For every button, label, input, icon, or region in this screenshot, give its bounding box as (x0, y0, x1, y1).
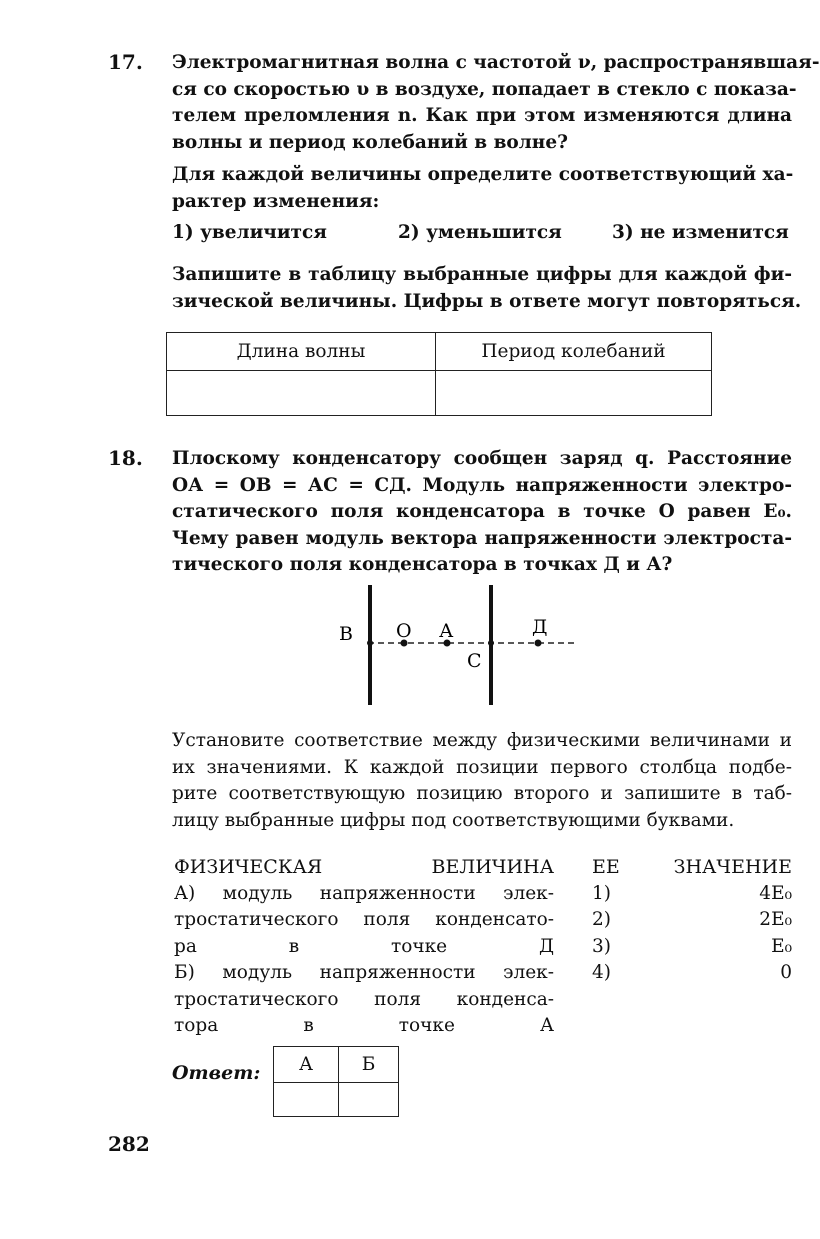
physical-quantity-column (174, 854, 554, 1040)
answer-cell-b[interactable] (339, 1083, 399, 1117)
point-c (488, 640, 494, 646)
text-line: рактер изменения: (172, 190, 380, 212)
answer-label: Ответ: (172, 1062, 261, 1084)
option-3: 3) не изменится (612, 222, 789, 243)
label-d: Д (532, 616, 548, 638)
text-line: их значениями. К каждой позиции первого столбца подбе- (172, 756, 792, 778)
question-18-answer-table (273, 1046, 399, 1117)
quantity-line: тростатического поля конденсато- (174, 909, 554, 930)
text-line: Плоскому конденсатору сообщен заряд q. Расстояние (172, 448, 792, 469)
table-header-wavelength: Длина волны (167, 333, 436, 371)
value-option: 1) 4E₀ (592, 882, 792, 904)
capacitor-diagram (320, 580, 600, 710)
value-option: 4) 0 (592, 962, 792, 983)
question-17-instruction (172, 162, 792, 215)
quantity-line: ра в точке Д (174, 935, 554, 957)
column-header-value: ЕЕ ЗНАЧЕНИЕ (592, 856, 792, 878)
text-line: Чему равен модуль вектора напряженности электроста- (172, 527, 792, 549)
text-line: тического поля конденсатора в точках Д и А? (172, 554, 673, 575)
page-number: 282 (108, 1132, 150, 1156)
answer-cell-a[interactable] (274, 1083, 339, 1117)
text-line: зической величины. Цифры в ответе могут повторяться. (172, 290, 802, 312)
answer-header-b: Б (339, 1047, 399, 1083)
text-line: ся со скоростью υ в воздухе, попадает в стекло с показа- (172, 78, 797, 100)
text-line: волны и период колебаний в волне? (172, 131, 568, 153)
answer-cell-wavelength[interactable] (167, 371, 436, 416)
text-line: Для каждой величины определите соответствующий ха- (172, 164, 794, 185)
text-line: Электромагнитная волна с частотой ν, распространявшая- (172, 52, 820, 73)
label-b: В (339, 623, 353, 645)
quantity-line: Б) модуль напряженности элек- (174, 962, 554, 983)
text-line: Запишите в таблицу выбранные цифры для каждой фи- (172, 264, 792, 285)
question-17-options (0, 222, 820, 252)
label-o: О (396, 620, 412, 642)
text-line: Установите соответствие между физическими величинами и (172, 730, 792, 751)
text-line: телем преломления n. Как при этом изменяются длина (172, 105, 792, 126)
text-line: ОА = ОВ = АС = СД. Модуль напряженности электро- (172, 474, 792, 496)
question-18-text (172, 446, 792, 579)
text-line: статического поля конденсатора в точке О равен E₀. (172, 501, 792, 522)
question-17-number: 17. (108, 50, 143, 74)
question-17-note (172, 262, 802, 315)
value-option: 3) E₀ (592, 935, 792, 957)
quantity-line: тростатического поля конденса- (174, 988, 554, 1010)
option-2: 2) уменьшится (398, 222, 562, 243)
label-a: А (439, 620, 454, 642)
option-1: 1) увеличится (172, 222, 327, 243)
label-c: С (467, 650, 482, 672)
question-18-instruction (172, 728, 792, 834)
question-18-number: 18. (108, 446, 143, 470)
answer-header-a: А (274, 1047, 339, 1083)
question-17-text (172, 50, 820, 156)
quantity-line: тора в точке А (174, 1015, 554, 1036)
answer-cell-period[interactable] (436, 371, 712, 416)
quantity-line: А) модуль напряженности элек- (174, 882, 554, 904)
text-line: рите соответствующую позицию второго и запишите в таб- (172, 783, 792, 804)
value-column (592, 854, 792, 987)
table-header-period: Период колебаний (436, 333, 712, 371)
text-line: лицу выбранные цифры под соответствующими буквами. (172, 809, 735, 831)
point-b (367, 640, 373, 646)
column-header-quantity: ФИЗИЧЕСКАЯ ВЕЛИЧИНА (174, 856, 554, 878)
question-17-answer-table (166, 332, 712, 416)
point-d (535, 640, 542, 647)
value-option: 2) 2E₀ (592, 909, 792, 930)
